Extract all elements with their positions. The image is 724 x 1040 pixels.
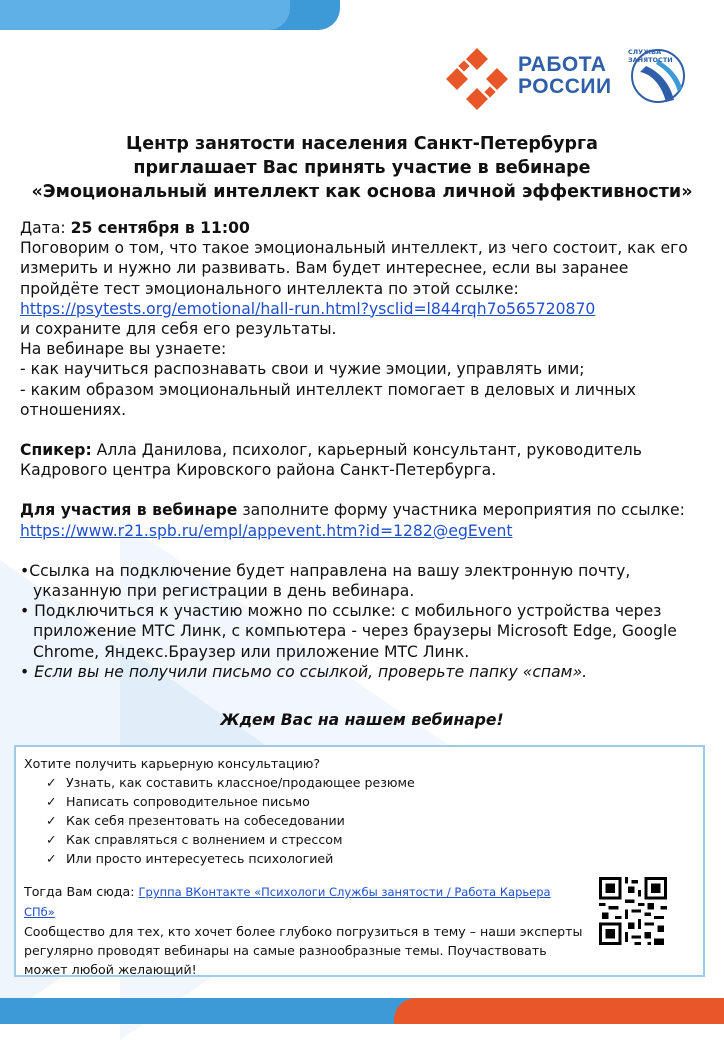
logo-text: РАБОТА РОССИИ bbox=[518, 53, 612, 98]
checkmark-icon: ✓ bbox=[46, 813, 57, 828]
list-item: ✓ Как себя презентовать на собеседовании bbox=[46, 813, 345, 828]
event-date: Дата: 25 сентября в 11:00 bbox=[20, 219, 250, 237]
consult-question: Хотите получить карьерную консультацию? bbox=[24, 756, 321, 771]
qr-code-icon[interactable] bbox=[599, 877, 667, 945]
consultation-box bbox=[14, 745, 705, 977]
speaker-info: Спикер: Алла Данилова, психолог, карьерный консультант, руководитель Кадрового центра Кировского района Санкт-Петербурга. bbox=[20, 441, 642, 480]
list-item: ✓ Узнать, как составить классное/продающее резюме bbox=[46, 775, 415, 790]
consult-list bbox=[24, 773, 584, 868]
note-item-spam: • Если вы не получили письмо со ссылкой, проверьте папку «спам». bbox=[20, 662, 588, 681]
checkmark-icon: ✓ bbox=[46, 832, 57, 847]
intro-after-link: и сохраните для себя его результаты. bbox=[20, 320, 337, 339]
bottom-decor-band-orange bbox=[394, 998, 724, 1024]
rabota-rossii-logo bbox=[444, 38, 694, 118]
vk-group-link[interactable]: Группа ВКонтакте «Психологи Службы занятости / Работа Карьера СПб» bbox=[24, 885, 551, 919]
main-content bbox=[20, 218, 710, 682]
top-decor-band-light bbox=[0, 0, 290, 30]
closing-text: Ждем Вас на нашем вебинаре! bbox=[220, 711, 504, 729]
checkmark-icon: ✓ bbox=[46, 794, 57, 809]
learn-item: - как научиться распознавать свои и чужие эмоции, управлять ими; bbox=[20, 360, 585, 379]
logo-arc-text: СЛУЖБА ЗАНЯТОСТИ bbox=[628, 48, 673, 64]
participation-info: Для участия в вебинаре заполните форму участника мероприятия по ссылке: https://www.r21.spb.ru/empl/appevent.htm?id=1282@egEvent bbox=[20, 501, 685, 540]
registration-link[interactable]: https://www.r21.spb.ru/empl/appevent.htm?id=1282@egEvent bbox=[20, 521, 513, 540]
note-item: • Подключиться к участию можно по ссылке: с мобильного устройства через приложение МТС Линк, с компьютера - через браузеры Microsoft Edge, Google Chrome, Яндекс.Браузер или приложение МТС Линк. bbox=[20, 602, 677, 661]
intro-text: Поговорим о том, что такое эмоциональный интеллект, из чего состоит, как его измерить и нужно ли развивать. Вам будет интереснее, если вы заранее пройдёте тест эмоционального интеллекта по этой ссылке: bbox=[20, 239, 688, 298]
vk-group-line: Тогда Вам сюда: Группа ВКонтакте «Психологи Службы занятости / Работа Карьера СПб» bbox=[24, 884, 551, 919]
learn-item: - каким образом эмоциональный интеллект помогает в деловых и личных отношениях. bbox=[20, 380, 636, 419]
list-item: ✓ Как справляться с волнением и стрессом bbox=[46, 832, 343, 847]
list-item: ✓ Написать сопроводительное письмо bbox=[46, 794, 310, 809]
checkmark-icon: ✓ bbox=[46, 851, 57, 866]
page-title: Центр занятости населения Санкт-Петербурга приглашает Вас принять участие в вебинаре «Эмоциональный интеллект как основа личной эффективности» bbox=[31, 134, 693, 202]
note-item: •Ссылка на подключение будет направлена на вашу электронную почту, указанную при регистрации в день вебинара. bbox=[20, 561, 631, 601]
list-item: ✓ Или просто интересуетесь психологией bbox=[46, 851, 334, 866]
community-description: Сообщество для тех, кто хочет более глубоко погрузиться в тему – наши эксперты регулярно проводят вебинары на самые разнообразные темы. Поучаствовать может любой желающий! bbox=[24, 924, 583, 977]
psytests-link[interactable]: https://psytests.org/emotional/hall-run.html?ysclid=l844rqh7o565720870 bbox=[20, 299, 596, 318]
star-logo-icon bbox=[444, 46, 510, 112]
learn-title: На вебинаре вы узнаете: bbox=[20, 340, 227, 359]
checkmark-icon: ✓ bbox=[46, 775, 57, 790]
